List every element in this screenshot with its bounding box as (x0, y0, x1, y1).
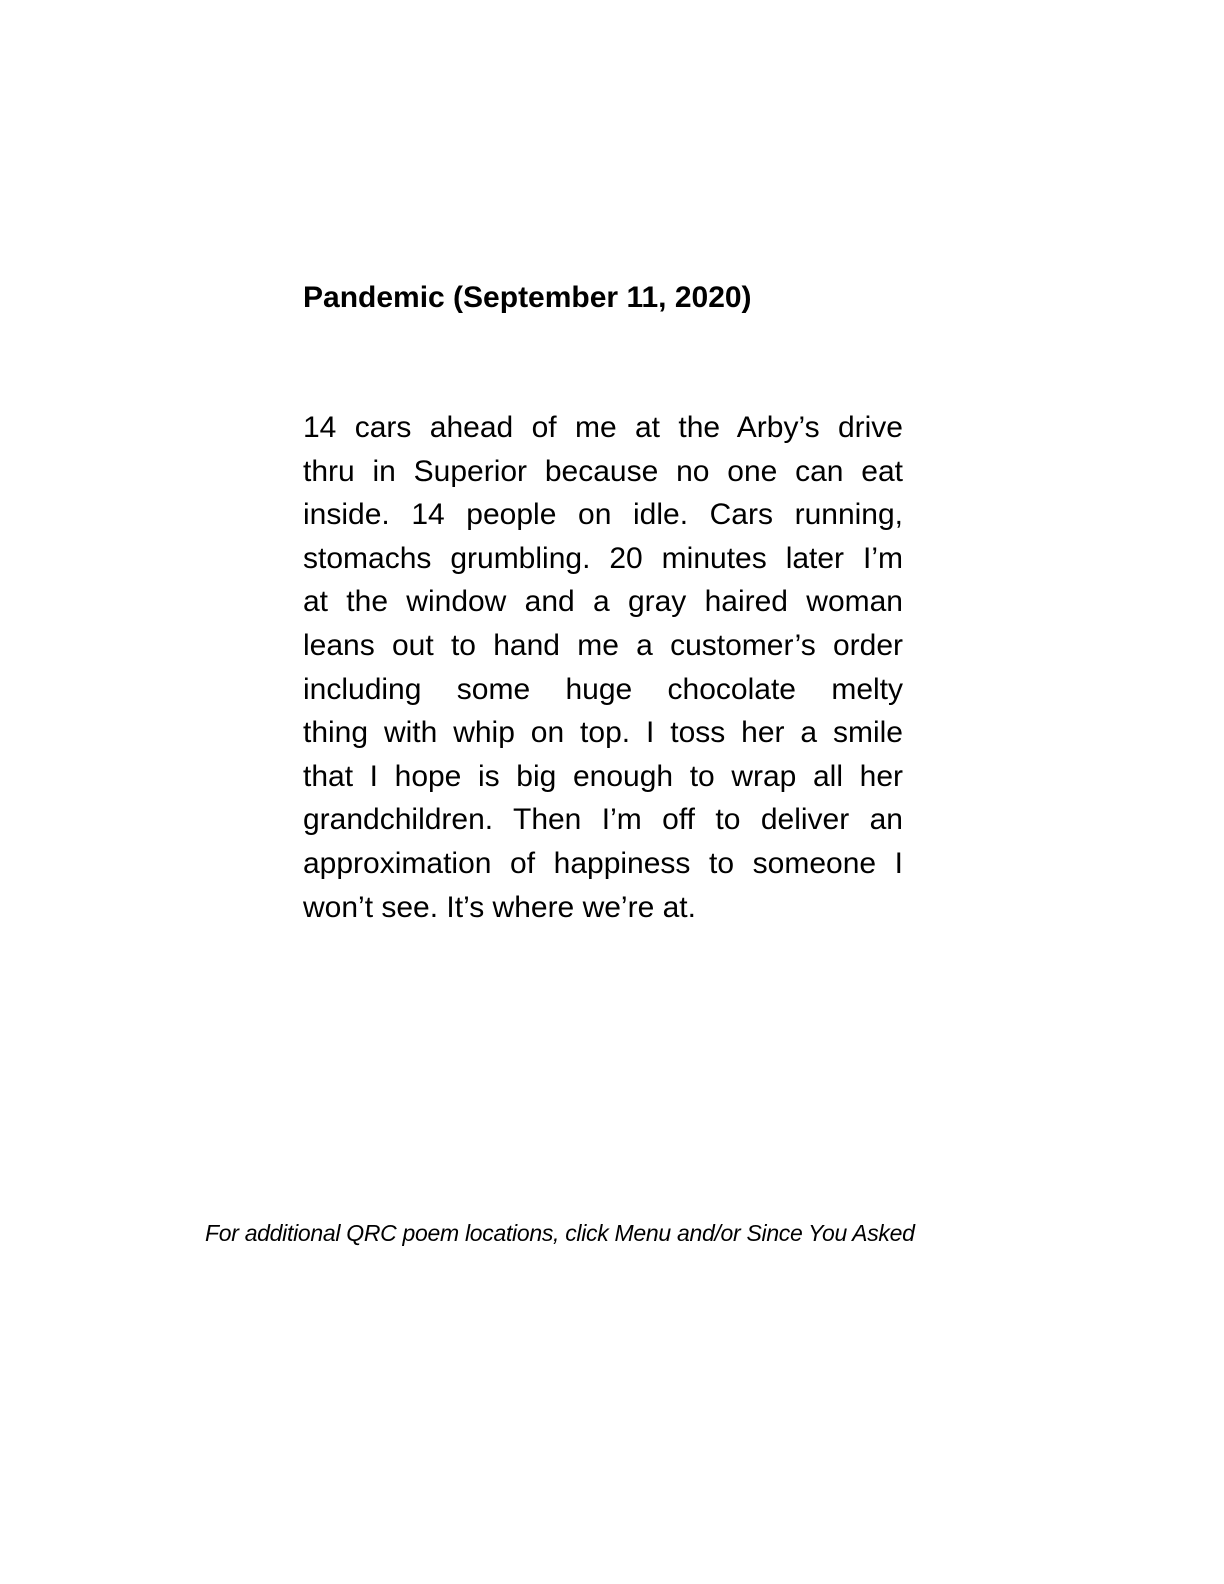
poem-line: leans out to hand me a customer’s order (303, 628, 903, 662)
footer-note: For additional QRC poem locations, click Menu and/or Since You Asked (205, 1220, 915, 1246)
poem-line: thru in Superior because no one can eat (303, 454, 903, 488)
poem-line: including some huge chocolate melty (303, 672, 903, 706)
poem-body (303, 406, 903, 929)
poem-title: Pandemic (September 11, 2020) (303, 281, 752, 314)
poem-line: 14 cars ahead of me at the Arby’s drive (303, 411, 903, 444)
poem-line: won’t see. It’s where we’re at. (303, 890, 696, 924)
poem-line: inside. 14 people on idle. Cars running, (303, 498, 903, 532)
poem-line: that I hope is big enough to wrap all her (303, 759, 903, 793)
poem-line: grandchildren. Then I’m off to deliver an (303, 803, 903, 837)
poem-line: approximation of happiness to someone I (303, 846, 903, 880)
poem-line: thing with whip on top. I toss her a smile (303, 716, 903, 750)
poem-line: at the window and a gray haired woman (303, 585, 903, 619)
poem-line: stomachs grumbling. 20 minutes later I’m (303, 541, 903, 575)
